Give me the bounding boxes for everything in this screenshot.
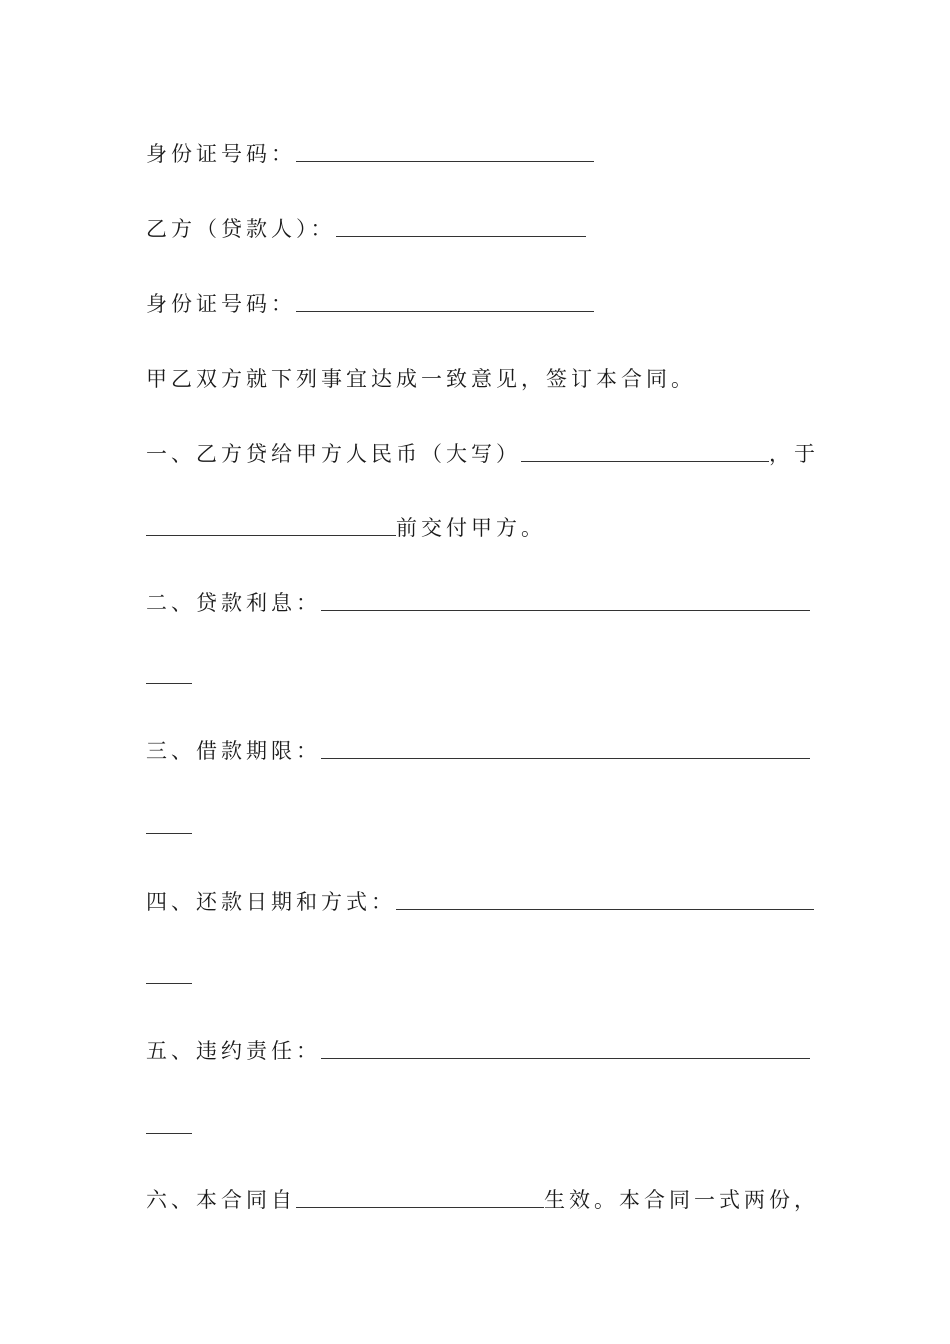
clause-4-line [146,876,814,916]
clause-6-suffix: 生效。本合同一式两份， [544,1188,819,1212]
clause-1b-line [146,502,546,542]
id-number-blank[interactable] [296,131,594,162]
clause-5-line [146,1025,810,1065]
liability-blank[interactable] [321,1028,810,1059]
clause-6-prefix: 六、本合同自 [146,1188,296,1212]
liability-blank-cont[interactable] [146,1103,192,1134]
party-b-label: 乙方（贷款人）： [146,217,336,241]
clause-3-label: 三、借款期限： [146,739,321,763]
clause-1-line [146,428,819,468]
clause-4-label: 四、还款日期和方式： [146,890,396,914]
clause-2-label: 二、贷款利息： [146,591,321,615]
agreement-text: 甲乙双方就下列事宜达成一致意见，签订本合同。 [146,367,696,391]
clause-2-line [146,577,810,617]
id-number-label: 身份证号码： [146,142,296,166]
delivery-date-blank[interactable] [146,505,396,536]
repayment-blank[interactable] [396,879,814,910]
id-number-label: 身份证号码： [146,292,296,316]
clause-1-text: 一、乙方贷给甲方人民币（大写） [146,442,521,466]
clause-2-continuation [146,650,192,690]
clause-6-line [146,1174,819,1214]
term-blank[interactable] [321,728,810,759]
effective-date-blank[interactable] [296,1177,544,1208]
amount-blank[interactable] [521,431,769,462]
clause-4-continuation [146,950,192,990]
clause-3-line [146,725,810,765]
party-b-line [146,203,586,243]
clause-5-continuation [146,1100,192,1140]
clause-1b-text: 前交付甲方。 [396,516,546,540]
party-b-blank[interactable] [336,206,586,237]
id-number-line [146,128,594,168]
clause-1-suffix: ，于 [769,442,819,466]
repayment-blank-cont[interactable] [146,953,192,984]
term-blank-cont[interactable] [146,803,192,834]
clause-3-continuation [146,800,192,840]
id-number-line [146,278,594,318]
agreement-line [146,353,696,393]
interest-blank[interactable] [321,580,810,611]
id-number-blank[interactable] [296,281,594,312]
clause-5-label: 五、违约责任： [146,1039,321,1063]
interest-blank-cont[interactable] [146,653,192,684]
